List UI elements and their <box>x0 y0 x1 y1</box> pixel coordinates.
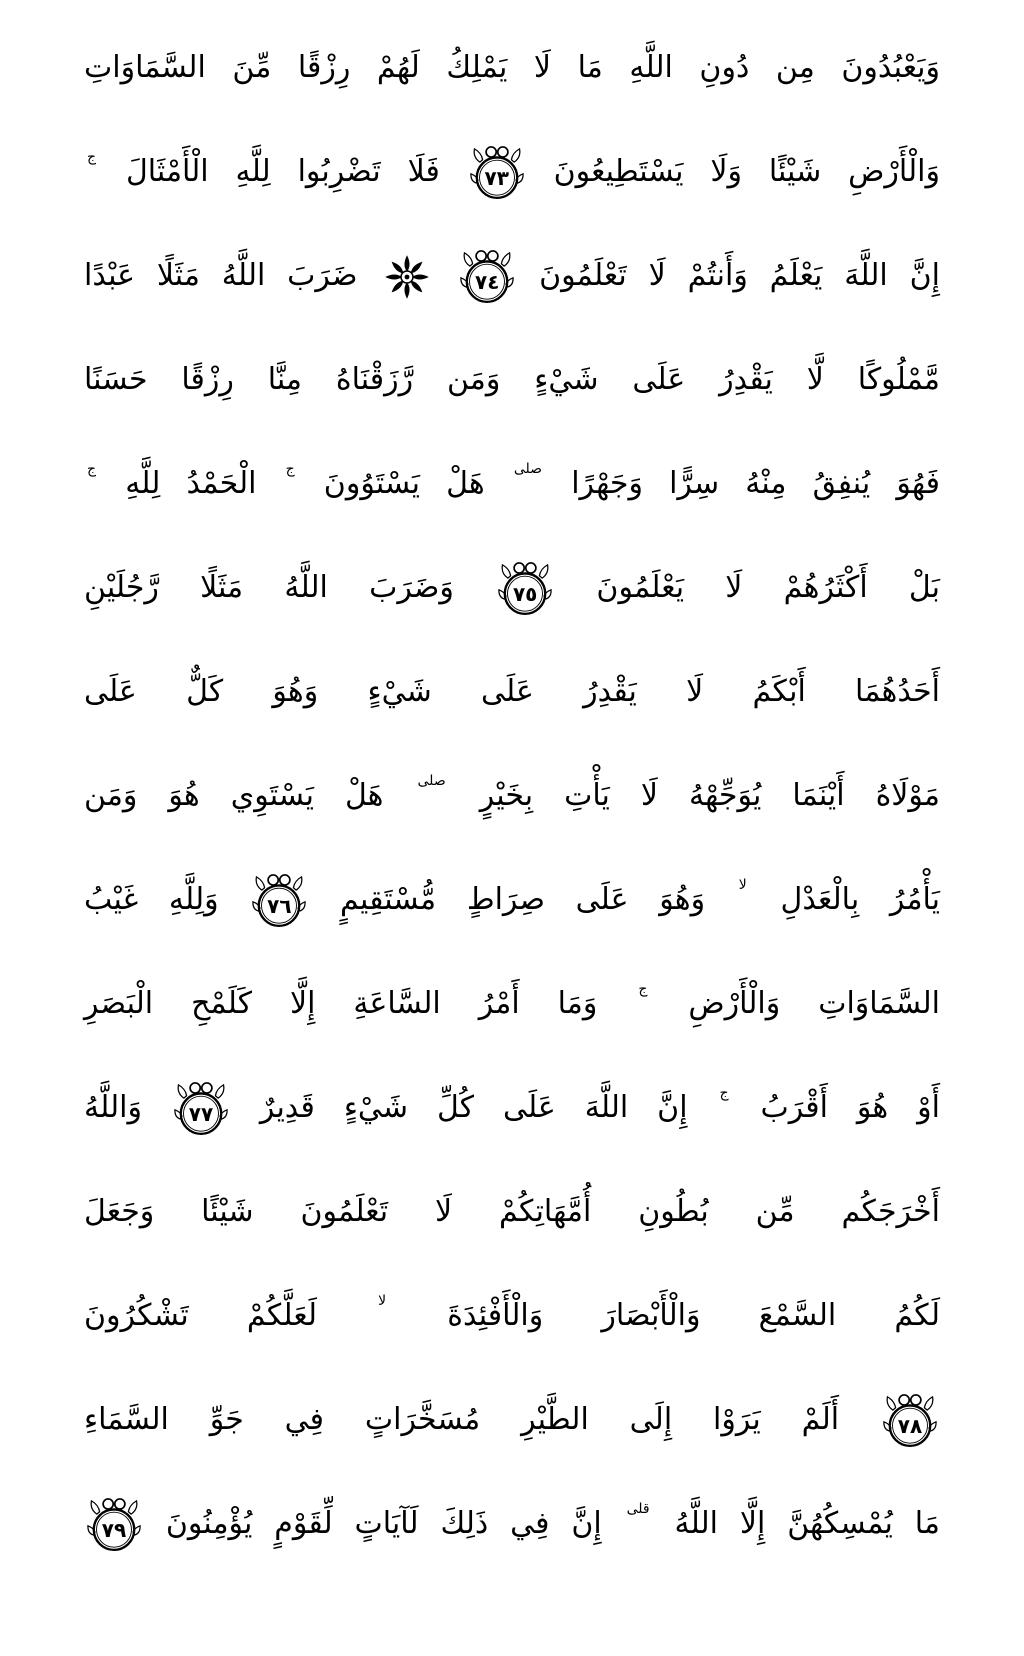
ayah-text: أَحَدُهُمَا أَبْكَمُ لَا يَقْدِرُ عَلَى شَيْءٍ وَهُوَ كَلٌّ عَلَى <box>84 674 940 709</box>
ayah-text: هَلْ يَسْتَوُونَ <box>323 466 485 501</box>
ayah-text: مَوْلَاهُ أَيْنَمَا يُوَجِّهْهُ لَا يَأْتِ بِخَيْرٍ <box>479 778 940 813</box>
pause-mark: لا <box>378 1293 387 1309</box>
ayah-number: ٧٨ <box>897 1414 923 1438</box>
quran-line <box>84 848 940 952</box>
ayah-text: وَلِلَّهِ غَيْبُ <box>84 882 219 917</box>
ayah-text: وَالْأَرْضِ شَيْئًا وَلَا يَسْتَطِيعُونَ <box>553 154 940 189</box>
pause-mark: ج <box>87 149 97 165</box>
quran-line <box>84 224 940 328</box>
quran-line <box>84 1368 940 1472</box>
ayah-number: ٧٧ <box>188 1102 214 1126</box>
quran-line <box>84 432 940 536</box>
ayah-text: فَهُوَ يُنفِقُ مِنْهُ سِرًّا وَجَهْرًا <box>571 466 941 501</box>
ayah-medallion-icon <box>469 142 525 204</box>
ayah-text: وَاللَّهُ <box>84 1090 142 1125</box>
pause-mark: صلى <box>513 461 543 477</box>
ayah-text: أَوْ هُوَ أَقْرَبُ <box>760 1090 940 1125</box>
quran-line <box>84 1264 940 1368</box>
ayah-text: أَخْرَجَكُم مِّن بُطُونِ أُمَّهَاتِكُمْ لَا تَعْلَمُونَ شَيْئًا وَجَعَلَ <box>84 1194 940 1229</box>
ayah-text: هَلْ يَسْتَوِي هُوَ وَمَن <box>84 778 384 813</box>
quran-line <box>84 120 940 224</box>
pause-mark: قلى <box>626 1501 650 1517</box>
pause-mark: صلى <box>417 773 446 789</box>
ayah-medallion-icon <box>173 1078 229 1140</box>
ayah-number: ٧٣ <box>484 166 509 190</box>
ayah-text: مَّمْلُوكًا لَّا يَقْدِرُ عَلَى شَيْءٍ وَمَن رَّزَقْنَاهُ مِنَّا رِزْقًا حَسَنًا <box>84 362 940 397</box>
ayah-text: مَا يُمْسِكُهُنَّ إِلَّا اللَّهُ <box>674 1506 940 1541</box>
quran-line <box>84 952 940 1056</box>
pause-mark: ج <box>285 461 295 477</box>
rub-el-hizb-icon <box>383 253 431 301</box>
quran-line <box>84 1472 940 1576</box>
quran-line <box>84 16 940 120</box>
pause-mark: ج <box>719 1085 729 1101</box>
ayah-text: أَلَمْ يَرَوْا إِلَى الطَّيْرِ مُسَخَّرَاتٍ فِي جَوِّ السَّمَاءِ <box>84 1402 840 1437</box>
quran-line <box>84 640 940 744</box>
quran-line <box>84 328 940 432</box>
ayah-number: ٧٤ <box>475 270 500 294</box>
quran-line <box>84 536 940 640</box>
ayah-text: يَأْمُرُ بِالْعَدْلِ <box>780 882 941 917</box>
ayah-text: إِنَّ اللَّهَ يَعْلَمُ وَأَنتُمْ لَا تَعْلَمُونَ <box>539 258 941 293</box>
ayah-medallion-icon <box>251 870 307 932</box>
ayah-text: ضَرَبَ اللَّهُ مَثَلًا عَبْدًا <box>84 258 358 293</box>
ayah-text: لَكُمُ السَّمْعَ وَالْأَبْصَارَ وَالْأَفْئِدَةَ <box>447 1298 940 1333</box>
pause-mark: ج <box>87 461 97 477</box>
ayah-text: إِنَّ اللَّهَ عَلَى كُلِّ شَيْءٍ قَدِيرٌ <box>259 1090 688 1125</box>
ayah-text: وَيَعْبُدُونَ مِن دُونِ اللَّهِ مَا لَا يَمْلِكُ لَهُمْ رِزْقًا مِّنَ السَّمَاوَاتِ <box>84 50 940 85</box>
quran-line <box>84 1160 940 1264</box>
ayah-number: ٧٥ <box>512 582 538 606</box>
ayah-medallion-icon <box>459 246 515 308</box>
quran-line <box>84 1056 940 1160</box>
ayah-text: بَلْ أَكْثَرُهُمْ لَا يَعْلَمُونَ <box>596 570 940 605</box>
ayah-medallion-icon <box>882 1390 938 1452</box>
ayah-text: وَهُوَ عَلَى صِرَاطٍ مُّسْتَقِيمٍ <box>340 882 706 917</box>
ayah-medallion-icon <box>86 1494 142 1556</box>
ayah-number: ٧٦ <box>267 894 292 918</box>
ayah-text: الْحَمْدُ لِلَّهِ <box>125 466 257 501</box>
ayah-number: ٧٩ <box>101 1518 127 1542</box>
pause-mark: لا <box>738 877 747 893</box>
ayah-text: السَّمَاوَاتِ وَالْأَرْضِ <box>688 986 940 1021</box>
ayah-text: لَعَلَّكُمْ تَشْكُرُونَ <box>84 1298 317 1333</box>
ayah-text: وَضَرَبَ اللَّهُ مَثَلًا رَّجُلَيْنِ <box>84 570 454 605</box>
ayah-medallion-icon <box>497 558 553 620</box>
ayah-text: إِنَّ فِي ذَلِكَ لَآيَاتٍ لِّقَوْمٍ يُؤْمِنُونَ <box>165 1506 602 1541</box>
pause-mark: ج <box>638 981 648 997</box>
quran-text-block <box>84 16 940 1576</box>
ayah-text: وَمَا أَمْرُ السَّاعَةِ إِلَّا كَلَمْحِ الْبَصَرِ <box>84 986 598 1021</box>
ayah-text: فَلَا تَضْرِبُوا لِلَّهِ الْأَمْثَالَ <box>125 154 440 189</box>
quran-line <box>84 744 940 848</box>
